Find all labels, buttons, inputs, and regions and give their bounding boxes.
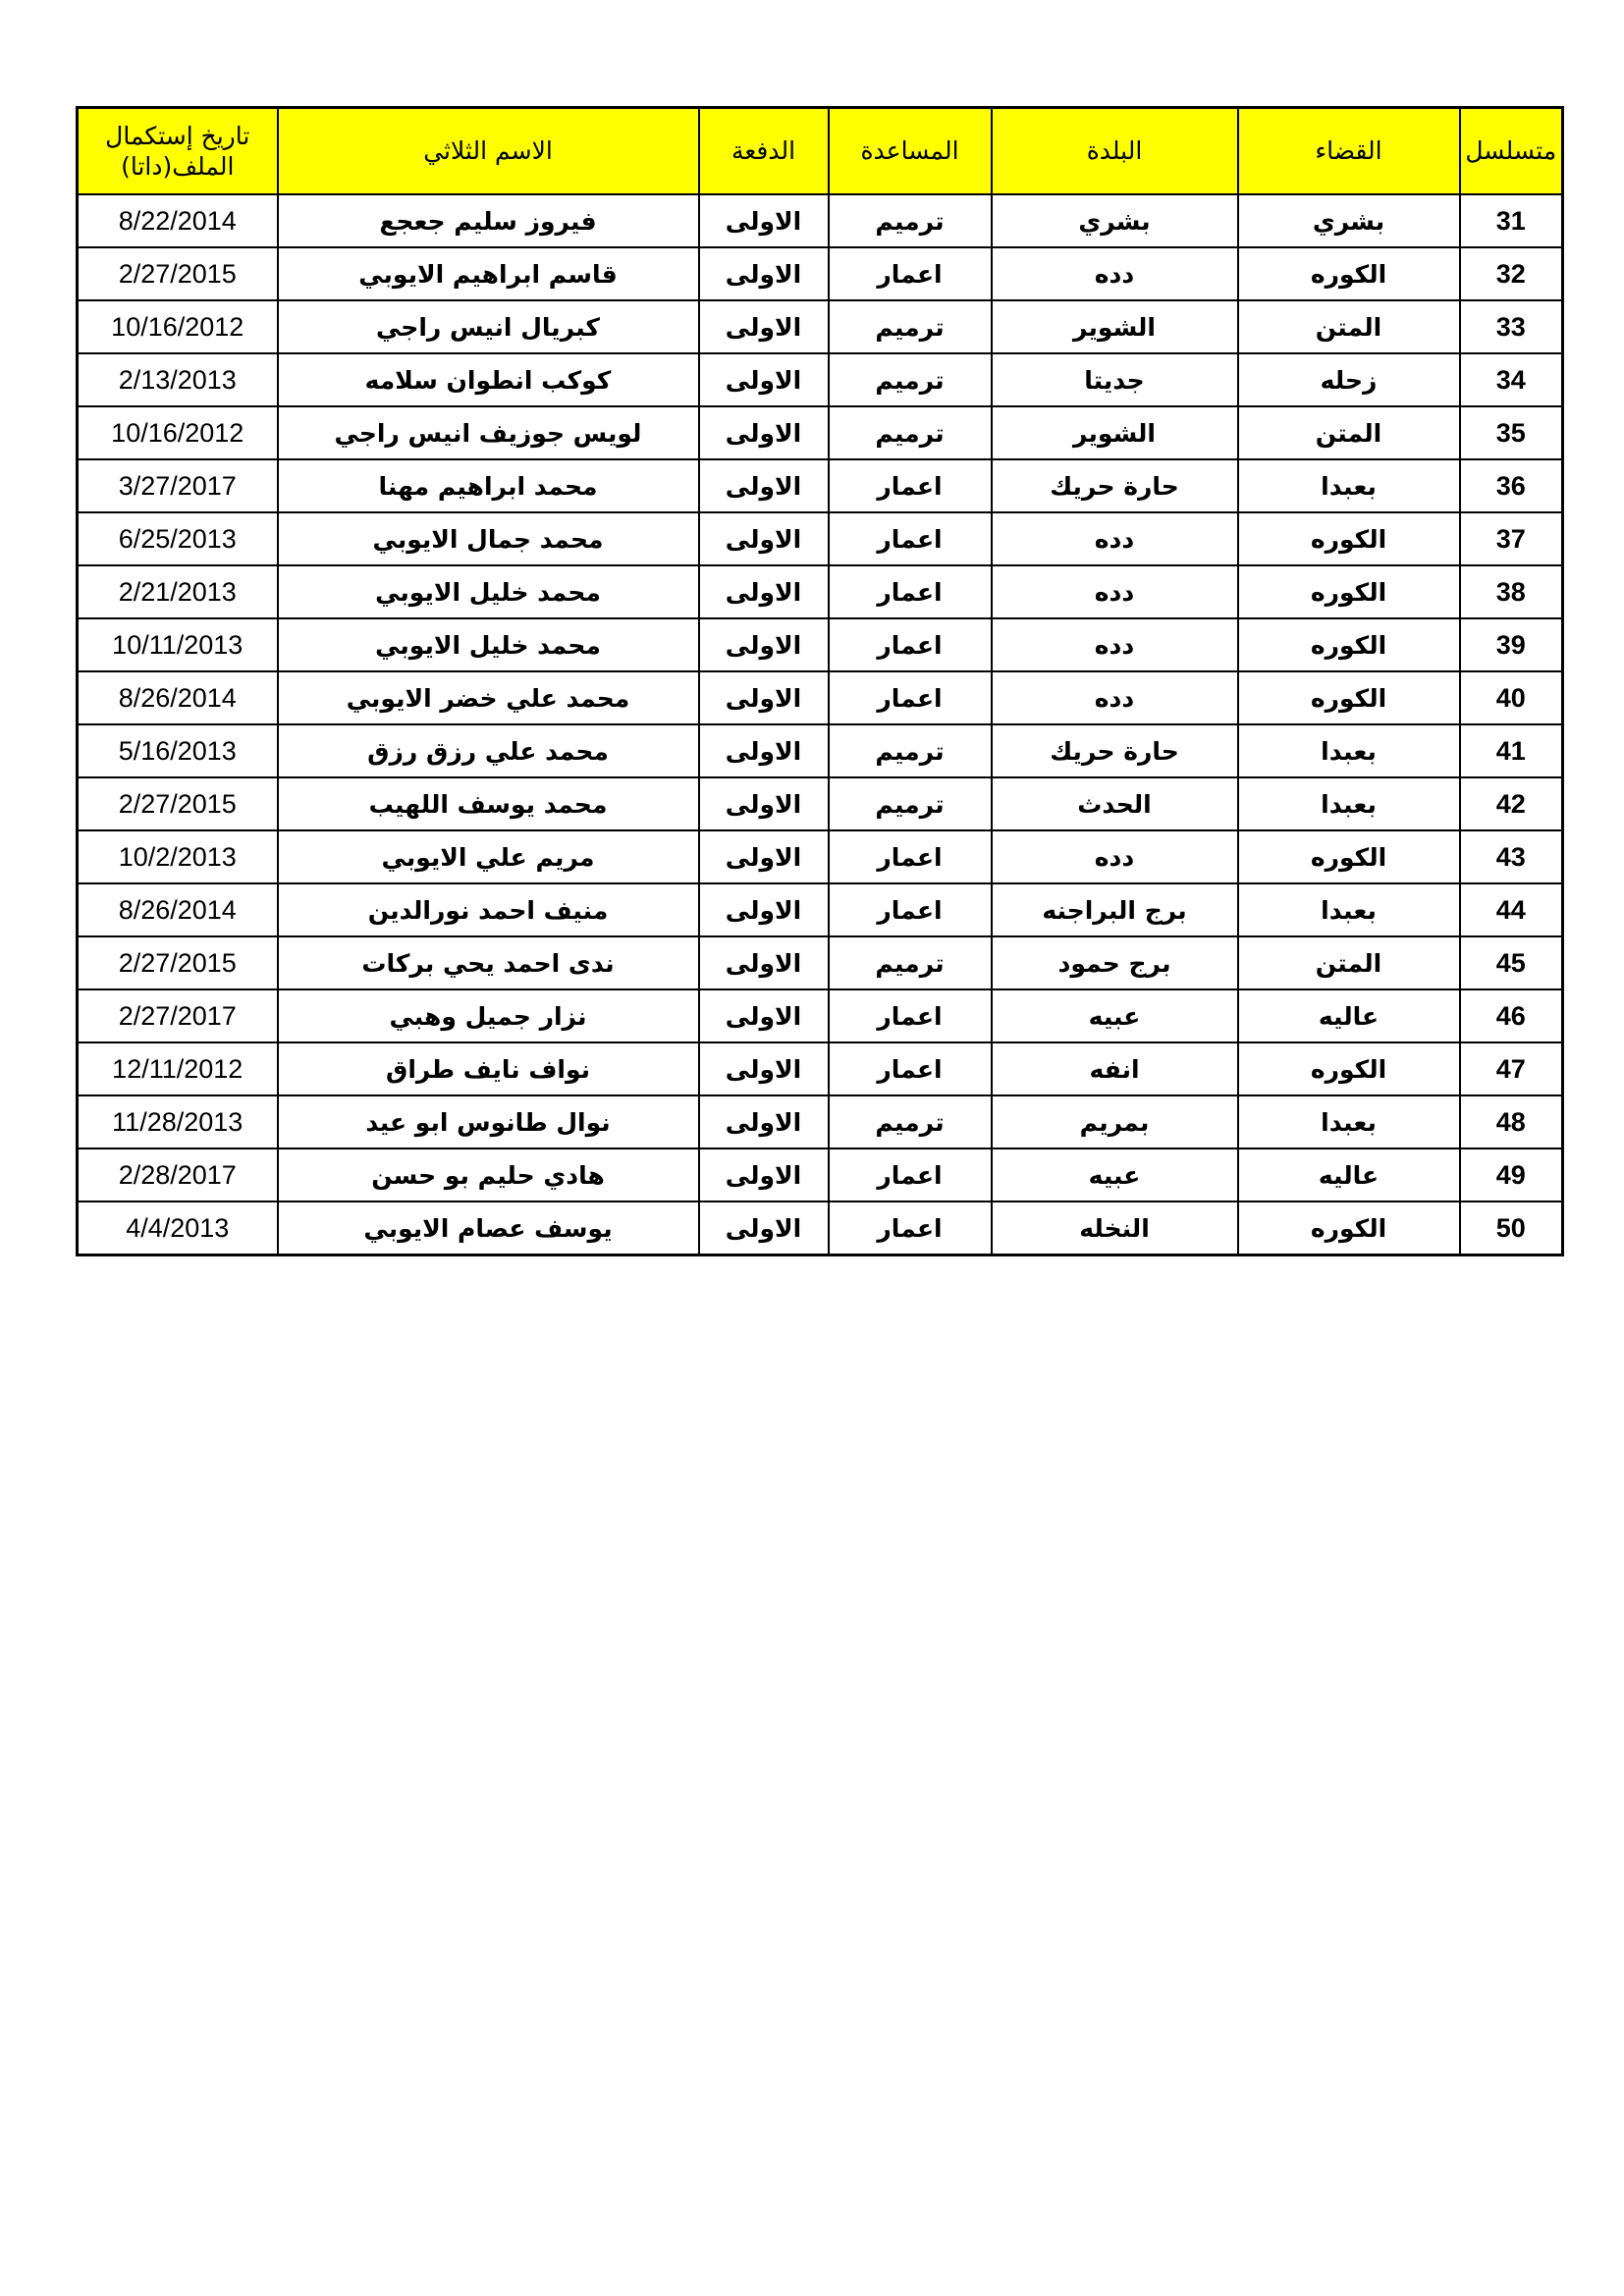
cell-town: انفه (992, 1042, 1238, 1095)
cell-town: جديتا (992, 353, 1238, 406)
cell-batch: الاولى (699, 1095, 829, 1148)
cell-district: بعبدا (1238, 883, 1460, 936)
cell-full-name: كوكب انطوان سلامه (278, 353, 699, 406)
cell-full-name: محمد علي خضر الايوبي (278, 671, 699, 724)
cell-assistance: اعمار (829, 512, 992, 565)
cell-serial: 46 (1460, 989, 1563, 1042)
table-row (78, 618, 1563, 671)
cell-batch: الاولى (699, 777, 829, 830)
cell-assistance: اعمار (829, 618, 992, 671)
cell-serial: 36 (1460, 459, 1563, 512)
cell-town: دده (992, 618, 1238, 671)
cell-completion-date: 10/2/2013 (78, 830, 278, 883)
cell-serial: 49 (1460, 1148, 1563, 1201)
cell-district: الكوره (1238, 1042, 1460, 1095)
cell-town: الحدث (992, 777, 1238, 830)
cell-district: الكوره (1238, 565, 1460, 618)
table-body (78, 194, 1563, 1255)
cell-batch: الاولى (699, 459, 829, 512)
cell-serial: 47 (1460, 1042, 1563, 1095)
table-row (78, 830, 1563, 883)
cell-batch: الاولى (699, 883, 829, 936)
cell-assistance: ترميم (829, 777, 992, 830)
header-town: البلدة (992, 108, 1238, 195)
cell-batch: الاولى (699, 247, 829, 300)
cell-district: المتن (1238, 300, 1460, 353)
cell-serial: 41 (1460, 724, 1563, 777)
cell-assistance: اعمار (829, 883, 992, 936)
cell-full-name: لويس جوزيف انيس راجي (278, 406, 699, 459)
cell-assistance: اعمار (829, 1201, 992, 1255)
cell-batch: الاولى (699, 353, 829, 406)
cell-serial: 50 (1460, 1201, 1563, 1255)
cell-serial: 39 (1460, 618, 1563, 671)
cell-serial: 32 (1460, 247, 1563, 300)
cell-town: الشوير (992, 406, 1238, 459)
cell-district: بعبدا (1238, 724, 1460, 777)
cell-batch: الاولى (699, 989, 829, 1042)
cell-completion-date: 3/27/2017 (78, 459, 278, 512)
header-assistance: المساعدة (829, 108, 992, 195)
cell-town: النخله (992, 1201, 1238, 1255)
cell-district: الكوره (1238, 512, 1460, 565)
cell-batch: الاولى (699, 194, 829, 247)
cell-completion-date: 2/28/2017 (78, 1148, 278, 1201)
cell-assistance: اعمار (829, 989, 992, 1042)
cell-completion-date: 2/27/2015 (78, 777, 278, 830)
cell-batch: الاولى (699, 936, 829, 989)
cell-completion-date: 5/16/2013 (78, 724, 278, 777)
cell-district: زحله (1238, 353, 1460, 406)
cell-district: عاليه (1238, 1148, 1460, 1201)
cell-town: حارة حريك (992, 724, 1238, 777)
cell-batch: الاولى (699, 618, 829, 671)
cell-completion-date: 8/26/2014 (78, 883, 278, 936)
cell-assistance: اعمار (829, 459, 992, 512)
beneficiaries-table (76, 106, 1564, 1256)
cell-completion-date: 2/21/2013 (78, 565, 278, 618)
cell-town: دده (992, 247, 1238, 300)
cell-town: عبيه (992, 989, 1238, 1042)
cell-assistance: اعمار (829, 1042, 992, 1095)
table-row (78, 724, 1563, 777)
cell-completion-date: 10/16/2012 (78, 300, 278, 353)
table-row (78, 777, 1563, 830)
table-row (78, 512, 1563, 565)
cell-town: دده (992, 830, 1238, 883)
table-row (78, 1042, 1563, 1095)
cell-batch: الاولى (699, 671, 829, 724)
cell-serial: 40 (1460, 671, 1563, 724)
cell-serial: 37 (1460, 512, 1563, 565)
cell-batch: الاولى (699, 1201, 829, 1255)
cell-serial: 35 (1460, 406, 1563, 459)
table-row (78, 1095, 1563, 1148)
table-row (78, 406, 1563, 459)
cell-serial: 43 (1460, 830, 1563, 883)
cell-district: الكوره (1238, 247, 1460, 300)
cell-district: بعبدا (1238, 1095, 1460, 1148)
cell-completion-date: 10/16/2012 (78, 406, 278, 459)
cell-batch: الاولى (699, 724, 829, 777)
cell-completion-date: 2/27/2015 (78, 936, 278, 989)
cell-assistance: اعمار (829, 671, 992, 724)
cell-completion-date: 10/11/2013 (78, 618, 278, 671)
cell-full-name: نوال طانوس ابو عيد (278, 1095, 699, 1148)
table-row (78, 1201, 1563, 1255)
cell-full-name: محمد ابراهيم مهنا (278, 459, 699, 512)
cell-assistance: ترميم (829, 936, 992, 989)
cell-serial: 34 (1460, 353, 1563, 406)
cell-completion-date: 2/27/2015 (78, 247, 278, 300)
document-page (76, 106, 1561, 1256)
cell-town: دده (992, 671, 1238, 724)
cell-district: الكوره (1238, 618, 1460, 671)
cell-completion-date: 4/4/2013 (78, 1201, 278, 1255)
cell-serial: 33 (1460, 300, 1563, 353)
table-row (78, 1148, 1563, 1201)
cell-town: حارة حريك (992, 459, 1238, 512)
table-row (78, 565, 1563, 618)
cell-completion-date: 6/25/2013 (78, 512, 278, 565)
cell-full-name: محمد خليل الايوبي (278, 565, 699, 618)
cell-district: الكوره (1238, 830, 1460, 883)
cell-town: برج حمود (992, 936, 1238, 989)
table-row (78, 883, 1563, 936)
cell-district: المتن (1238, 936, 1460, 989)
cell-full-name: محمد يوسف اللهيب (278, 777, 699, 830)
cell-district: بشري (1238, 194, 1460, 247)
cell-town: بشري (992, 194, 1238, 247)
cell-batch: الاولى (699, 1042, 829, 1095)
table-row (78, 194, 1563, 247)
cell-full-name: منيف احمد نورالدين (278, 883, 699, 936)
cell-serial: 31 (1460, 194, 1563, 247)
header-district: القضاء (1238, 108, 1460, 195)
cell-assistance: ترميم (829, 300, 992, 353)
cell-assistance: ترميم (829, 353, 992, 406)
cell-completion-date: 8/26/2014 (78, 671, 278, 724)
cell-assistance: ترميم (829, 1095, 992, 1148)
cell-full-name: نزار جميل وهبي (278, 989, 699, 1042)
cell-full-name: محمد خليل الايوبي (278, 618, 699, 671)
table-header-row (78, 108, 1563, 195)
cell-batch: الاولى (699, 512, 829, 565)
cell-town: دده (992, 565, 1238, 618)
cell-completion-date: 8/22/2014 (78, 194, 278, 247)
cell-full-name: كبريال انيس راجي (278, 300, 699, 353)
cell-completion-date: 12/11/2012 (78, 1042, 278, 1095)
cell-assistance: اعمار (829, 1148, 992, 1201)
cell-completion-date: 2/27/2017 (78, 989, 278, 1042)
cell-full-name: يوسف عصام الايوبي (278, 1201, 699, 1255)
cell-district: بعبدا (1238, 459, 1460, 512)
table-row (78, 247, 1563, 300)
cell-serial: 38 (1460, 565, 1563, 618)
cell-batch: الاولى (699, 830, 829, 883)
cell-batch: الاولى (699, 565, 829, 618)
header-serial: متسلسل (1460, 108, 1563, 195)
table-row (78, 989, 1563, 1042)
table-row (78, 353, 1563, 406)
cell-district: عاليه (1238, 989, 1460, 1042)
cell-town: برج البراجنه (992, 883, 1238, 936)
cell-town: الشوير (992, 300, 1238, 353)
table-row (78, 300, 1563, 353)
table-row (78, 671, 1563, 724)
cell-town: دده (992, 512, 1238, 565)
cell-batch: الاولى (699, 406, 829, 459)
cell-district: بعبدا (1238, 777, 1460, 830)
cell-full-name: ندى احمد يحي بركات (278, 936, 699, 989)
cell-assistance: ترميم (829, 406, 992, 459)
cell-full-name: مريم علي الايوبي (278, 830, 699, 883)
cell-batch: الاولى (699, 1148, 829, 1201)
table-row (78, 459, 1563, 512)
cell-assistance: ترميم (829, 194, 992, 247)
cell-assistance: اعمار (829, 565, 992, 618)
cell-district: الكوره (1238, 671, 1460, 724)
cell-full-name: هادي حليم بو حسن (278, 1148, 699, 1201)
header-full-name: الاسم الثلاثي (278, 108, 699, 195)
cell-serial: 48 (1460, 1095, 1563, 1148)
cell-full-name: محمد علي رزق رزق (278, 724, 699, 777)
cell-serial: 44 (1460, 883, 1563, 936)
header-completion-date: تاريخ إستكمال الملف(داتا) (78, 108, 278, 195)
cell-completion-date: 2/13/2013 (78, 353, 278, 406)
cell-district: المتن (1238, 406, 1460, 459)
cell-assistance: ترميم (829, 724, 992, 777)
cell-full-name: نواف نايف طراق (278, 1042, 699, 1095)
header-batch: الدفعة (699, 108, 829, 195)
cell-full-name: محمد جمال الايوبي (278, 512, 699, 565)
cell-serial: 45 (1460, 936, 1563, 989)
cell-serial: 42 (1460, 777, 1563, 830)
cell-assistance: اعمار (829, 830, 992, 883)
cell-assistance: اعمار (829, 247, 992, 300)
cell-completion-date: 11/28/2013 (78, 1095, 278, 1148)
cell-town: عبيه (992, 1148, 1238, 1201)
cell-district: الكوره (1238, 1201, 1460, 1255)
cell-batch: الاولى (699, 300, 829, 353)
cell-full-name: فيروز سليم جعجع (278, 194, 699, 247)
cell-full-name: قاسم ابراهيم الايوبي (278, 247, 699, 300)
table-row (78, 936, 1563, 989)
cell-town: بمريم (992, 1095, 1238, 1148)
